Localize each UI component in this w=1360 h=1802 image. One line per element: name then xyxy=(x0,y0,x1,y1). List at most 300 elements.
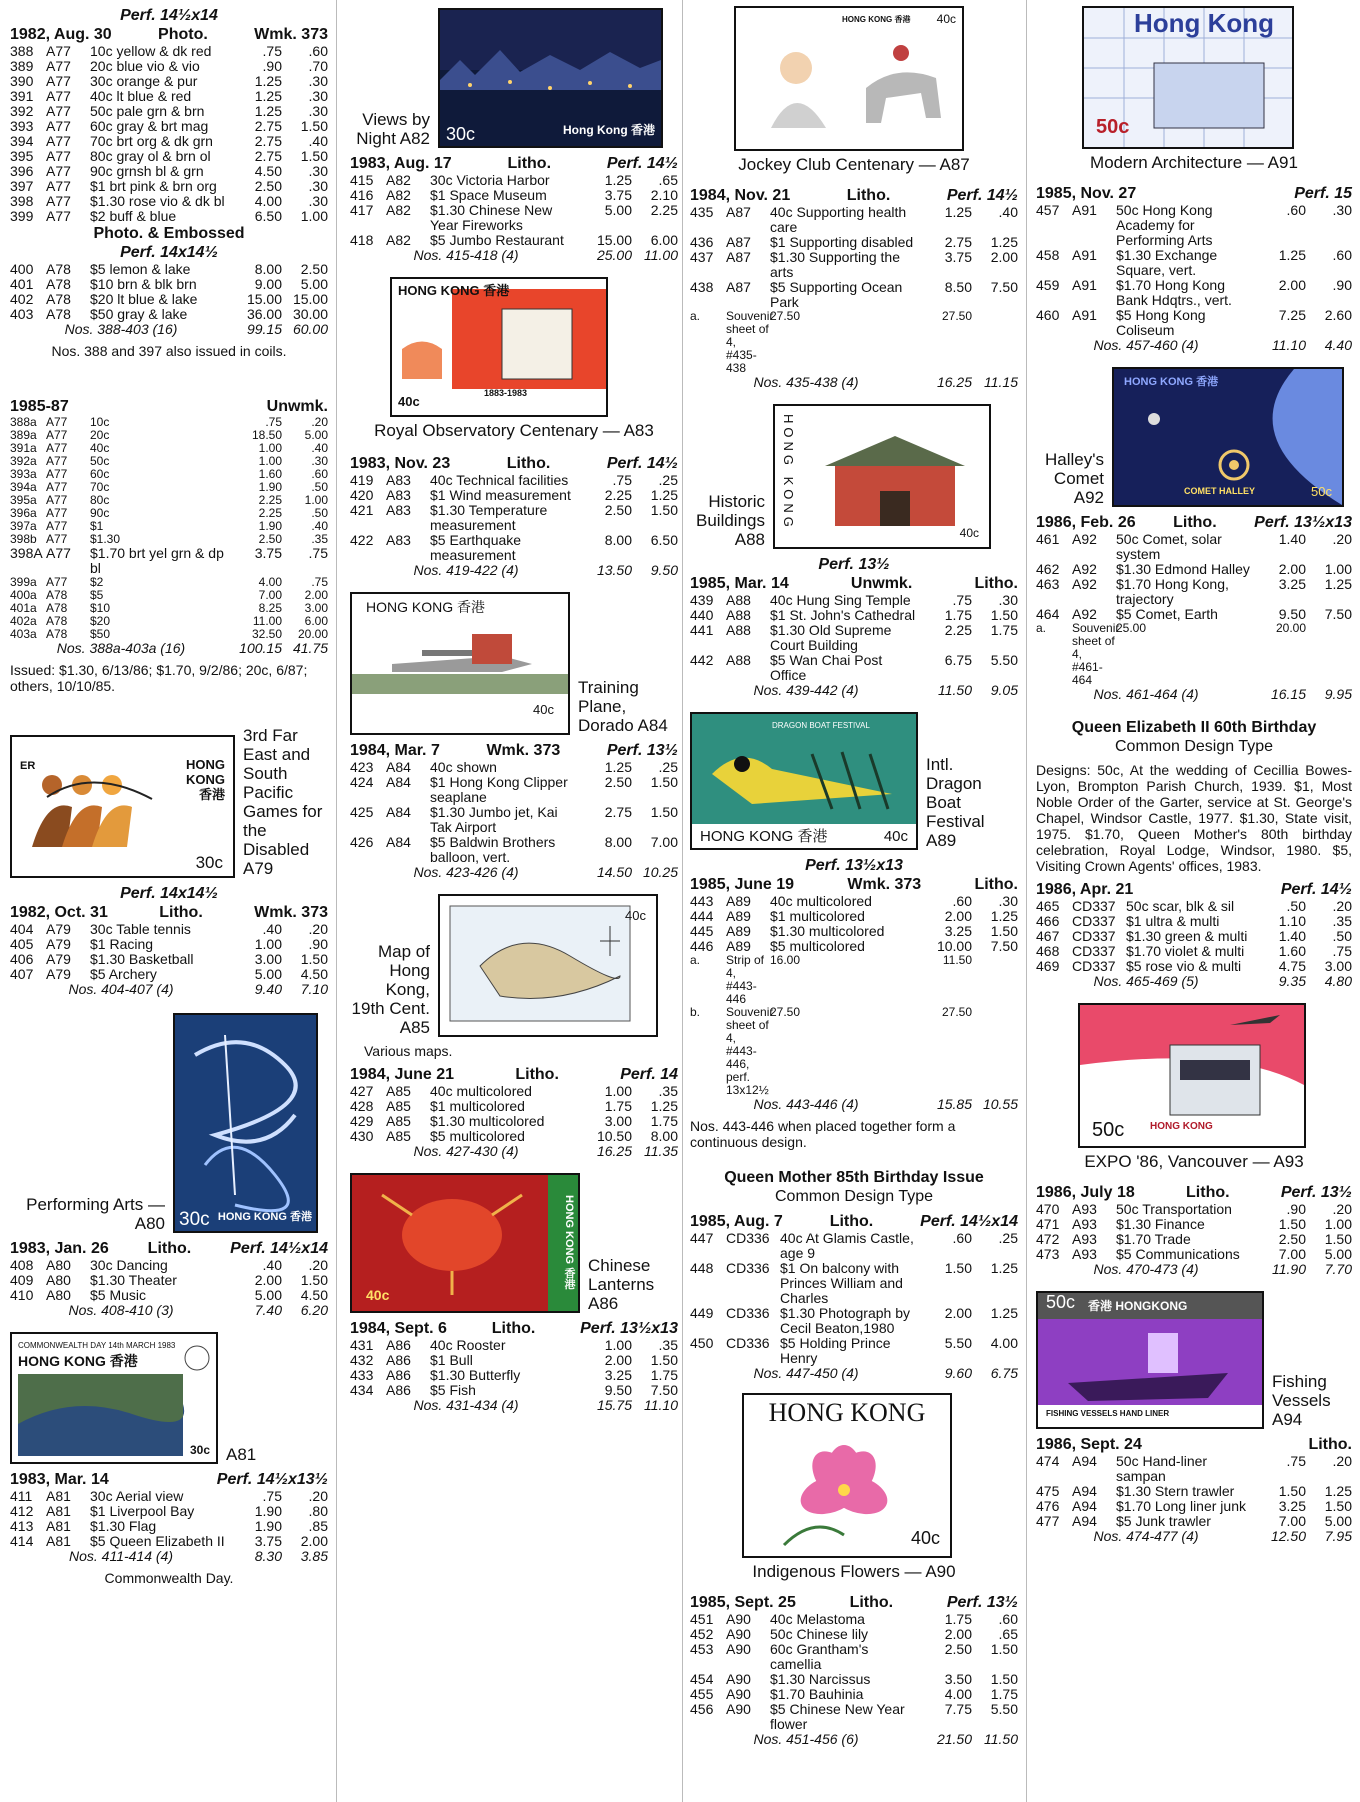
catalog-number: 397 xyxy=(10,178,34,194)
total-line xyxy=(10,322,328,337)
unused-value: 2.75 xyxy=(254,148,282,164)
stamp-list xyxy=(350,173,678,248)
description: $1.30 Jumbo jet, Kai Tak Airport xyxy=(430,804,558,835)
unused-value: 4.00 xyxy=(254,193,282,209)
column-divider xyxy=(336,0,337,1802)
issue-header: 1983, Jan. 26 Litho. Perf. 14½x14 xyxy=(10,1240,328,1257)
design-type: A79 xyxy=(46,951,71,967)
catalog-number: 407 xyxy=(10,966,34,982)
stamp-list xyxy=(1036,203,1352,338)
column-2 xyxy=(350,6,678,1802)
description: $1.70 Long liner junk xyxy=(1116,1498,1246,1514)
listing-row xyxy=(350,533,678,563)
listing-row xyxy=(1036,944,1352,959)
description: 20c xyxy=(90,428,110,442)
catalog-number: 460 xyxy=(1036,307,1060,323)
design-type: A87 xyxy=(726,279,751,295)
stamp-a80: 30c HONG KONG 香港 xyxy=(173,1013,318,1233)
catalog-number: 439 xyxy=(690,592,714,608)
used-value: .40 xyxy=(308,133,328,149)
catalog-number: 443 xyxy=(690,893,714,909)
description: $20 xyxy=(90,614,111,628)
unused-value: 2.00 xyxy=(1278,561,1306,577)
unused-value: 2.25 xyxy=(258,506,282,520)
unused-value: 3.75 xyxy=(604,187,632,203)
unused-value: .75 xyxy=(612,472,632,488)
unused-value: 3.50 xyxy=(944,1671,972,1687)
catalog-number: 404 xyxy=(10,921,34,937)
total-label: Nos. 447-450 (4) xyxy=(753,1365,859,1381)
stamp-a94: 50c 香港 HONGKONG FISHING VESSELS HAND LINER xyxy=(1036,1291,1264,1429)
unused-value: 3.75 xyxy=(254,545,282,561)
catalog-number: 455 xyxy=(690,1686,714,1702)
listing-row xyxy=(690,894,1018,909)
unused-value: 2.50 xyxy=(604,774,632,790)
catalog-number: 441 xyxy=(690,622,714,638)
design-type: A85 xyxy=(386,1113,411,1129)
catalog-number: 437 xyxy=(690,249,714,265)
catalog-number: 400a xyxy=(10,588,37,602)
design-type: A82 xyxy=(386,172,411,188)
section-subheading: Common Design Type xyxy=(775,1188,933,1205)
total-line xyxy=(690,1366,1018,1381)
used-value: .35 xyxy=(1332,913,1352,929)
catalog-number: 417 xyxy=(350,202,374,218)
total-line xyxy=(690,1097,1018,1112)
design-type: A77 xyxy=(46,163,71,179)
unused-value: 2.50 xyxy=(254,178,282,194)
catalog-number: 469 xyxy=(1036,958,1060,974)
listing-row xyxy=(10,952,328,967)
unused-value: 8.25 xyxy=(258,601,282,615)
used-value: .60 xyxy=(1332,247,1352,263)
design-type: A91 xyxy=(1072,247,1097,263)
unused-value: .60 xyxy=(952,893,972,909)
listing-row xyxy=(690,954,1018,1006)
listing-row xyxy=(350,1368,678,1383)
used-value: 1.50 xyxy=(650,502,678,518)
catalog-number: 471 xyxy=(1036,1216,1060,1232)
design-type: CD336 xyxy=(726,1305,770,1321)
used-value: 7.50 xyxy=(990,938,1018,954)
listing-row xyxy=(1036,959,1352,974)
design-type: A77 xyxy=(46,193,71,209)
figure-a84 xyxy=(350,592,678,735)
listing-row xyxy=(1036,278,1352,308)
design-type: A82 xyxy=(386,232,411,248)
used-value: .75 xyxy=(311,575,328,589)
figure-a82 xyxy=(350,8,678,148)
unused-value: 1.10 xyxy=(1278,913,1306,929)
used-value: .20 xyxy=(1332,531,1352,547)
design-type: A94 xyxy=(1072,1483,1097,1499)
catalog-number: 414 xyxy=(10,1533,34,1549)
total-line xyxy=(1036,338,1352,353)
design-type: A90 xyxy=(726,1701,751,1717)
catalog-number: 434 xyxy=(350,1382,374,1398)
description: $1.30 green & multi xyxy=(1126,928,1248,944)
unused-value: 3.25 xyxy=(1278,1498,1306,1514)
unused-value: 3.25 xyxy=(1278,576,1306,592)
description: 90c xyxy=(90,506,110,520)
used-value: 1.25 xyxy=(990,1260,1018,1276)
unused-value: 15.00 xyxy=(596,232,632,248)
used-value: .40 xyxy=(311,441,328,455)
unused-value: 1.00 xyxy=(604,1083,632,1099)
unused-value: .75 xyxy=(262,1488,282,1504)
used-value: 5.00 xyxy=(1324,1513,1352,1529)
design-type: A93 xyxy=(1072,1201,1097,1217)
listing-row xyxy=(10,179,328,194)
total-label: Nos. 435-438 (4) xyxy=(753,374,859,390)
listing-row xyxy=(350,1099,678,1114)
used-value: 30.00 xyxy=(292,306,328,322)
design-type: A89 xyxy=(726,908,751,924)
listing-row xyxy=(10,922,328,937)
description: 20c blue vio & vio xyxy=(90,58,200,74)
description: $1 Bull xyxy=(430,1352,473,1368)
stamp-a90: HONG KONG 40c xyxy=(742,1393,952,1558)
description: 70c xyxy=(90,480,110,494)
total-line xyxy=(10,1303,328,1318)
issue-header: 1983, Mar. 14 Perf. 14½x13½ xyxy=(10,1471,328,1488)
used-value: .60 xyxy=(311,467,328,481)
design-type: A91 xyxy=(1072,202,1097,218)
used-value: .20 xyxy=(308,921,328,937)
total-unused: 15.75 xyxy=(596,1397,632,1413)
total-used: 4.40 xyxy=(1324,337,1352,353)
listing-row xyxy=(1036,1217,1352,1232)
used-value: 2.00 xyxy=(990,249,1018,265)
listing-row xyxy=(690,653,1018,683)
listing-row xyxy=(350,173,678,188)
description: $5 Wan Chai Post Office xyxy=(770,652,883,683)
total-used: 9.50 xyxy=(650,562,678,578)
unused-value: 2.25 xyxy=(944,622,972,638)
listing-row xyxy=(1036,1247,1352,1262)
catalog-number: 438 xyxy=(690,279,714,295)
design-type: A78 xyxy=(46,627,68,641)
total-unused: 100.15 xyxy=(239,640,282,656)
nurse-horse-image xyxy=(736,8,962,149)
total-unused: 8.30 xyxy=(254,1548,282,1564)
stamp-a87: 40c HONG KONG 香港 xyxy=(734,6,964,151)
listing-row xyxy=(10,292,328,307)
figure-a92 xyxy=(1036,367,1352,507)
issue-header: 1986, Sept. 24 Litho. xyxy=(1036,1436,1352,1453)
sub-item xyxy=(690,1006,1018,1097)
description: $5 Holding Prince Henry xyxy=(780,1335,891,1366)
unused-value: 2.25 xyxy=(258,493,282,507)
catalog-number: 393 xyxy=(10,118,34,134)
used-value: 1.00 xyxy=(1324,561,1352,577)
used-value: 6.00 xyxy=(304,614,328,628)
description: $5 Junk trawler xyxy=(1116,1513,1211,1529)
description: $2 buff & blue xyxy=(90,208,177,224)
description: $1.30 Basketball xyxy=(90,951,194,967)
listing-row xyxy=(10,149,328,164)
total-used: 11.10 xyxy=(644,1397,678,1413)
unused-value: 1.75 xyxy=(944,1611,972,1627)
used-value: 1.00 xyxy=(1324,1216,1352,1232)
design-type: CD336 xyxy=(726,1260,770,1276)
unused-value: 7.25 xyxy=(1278,307,1306,323)
used-value: 4.00 xyxy=(990,1335,1018,1351)
total-unused: 13.50 xyxy=(596,562,632,578)
figure-caption: Training Plane, Dorado A84 xyxy=(578,678,668,735)
used-value: 1.50 xyxy=(300,1272,328,1288)
unused-value: 5.50 xyxy=(944,1335,972,1351)
description: $1.30 rose vio & dk bl xyxy=(90,193,225,209)
stamp-list xyxy=(690,205,1018,310)
unused-value: 2.75 xyxy=(254,133,282,149)
total-label: Nos. 451-456 (6) xyxy=(753,1731,859,1747)
catalog-number: 472 xyxy=(1036,1231,1060,1247)
total-line xyxy=(10,1549,328,1564)
total-unused: 12.50 xyxy=(1270,1528,1306,1544)
issue-header: 1982, Oct. 31 Litho. Wmk. 373 xyxy=(10,904,328,921)
total-unused: 16.25 xyxy=(596,1143,632,1159)
total-label: Nos. 427-430 (4) xyxy=(413,1143,519,1159)
issue-header: 1983, Nov. 23 Litho. Perf. 14½ xyxy=(350,455,678,472)
design-type: A84 xyxy=(386,774,411,790)
description: $1.30 multicolored xyxy=(430,1113,545,1129)
listing-row xyxy=(690,1642,1018,1672)
design-type: A85 xyxy=(386,1098,411,1114)
catalog-number: 413 xyxy=(10,1518,34,1534)
used-value: 1.25 xyxy=(990,908,1018,924)
stamp-list xyxy=(690,894,1018,954)
listing-row xyxy=(350,203,678,233)
catalog-number: 402 xyxy=(10,291,34,307)
listing-row xyxy=(690,1612,1018,1627)
figure-caption: 3rd Far East and South Pacific Games for the Disabled A79 xyxy=(243,726,323,878)
unused-value: 1.25 xyxy=(254,73,282,89)
used-value: .70 xyxy=(308,58,328,74)
catalog-number: 403 xyxy=(10,306,34,322)
stamp-list xyxy=(1036,1454,1352,1529)
figure-caption: Performing Arts — A80 xyxy=(26,1195,165,1233)
used-value: 20.00 xyxy=(297,627,328,641)
design-type: A77 xyxy=(46,441,68,455)
design-type: A92 xyxy=(1072,531,1097,547)
unused-value: 1.60 xyxy=(1278,943,1306,959)
listing-row xyxy=(10,164,328,179)
unused-value: 2.00 xyxy=(254,1272,282,1288)
unused-value: 1.25 xyxy=(1278,247,1306,263)
unused-value: 9.50 xyxy=(1278,606,1306,622)
design-type: A85 xyxy=(386,1083,411,1099)
total-label: Nos. 411-414 (4) xyxy=(68,1548,173,1564)
catalog-number: 450 xyxy=(690,1335,714,1351)
design-type: A77 xyxy=(46,58,71,74)
perf-heading: Perf. 14x14½ xyxy=(120,244,218,261)
total-unused: 11.50 xyxy=(938,682,972,698)
description: 60c Grantham's camellia xyxy=(770,1641,869,1672)
listing-row xyxy=(690,1231,1018,1261)
catalog-number: 409 xyxy=(10,1272,34,1288)
catalog-number: 415 xyxy=(350,172,374,188)
catalog-number: 457 xyxy=(1036,202,1060,218)
unused-value: 1.40 xyxy=(1278,531,1306,547)
used-value: 1.25 xyxy=(1324,1483,1352,1499)
description: 30c orange & pur xyxy=(90,73,198,89)
used-value: .40 xyxy=(311,519,328,533)
unused-value: .90 xyxy=(1286,1201,1306,1217)
design-type: A78 xyxy=(46,614,68,628)
catalog-number: 468 xyxy=(1036,943,1060,959)
design-type: A77 xyxy=(46,73,71,89)
description: 80c xyxy=(90,493,110,507)
description: $50 xyxy=(90,627,111,641)
catalog-number: 402a xyxy=(10,614,37,628)
stamp-list xyxy=(350,1338,678,1398)
listing-row xyxy=(690,1672,1018,1687)
design-type: A94 xyxy=(1072,1513,1097,1529)
design-type: Souvenir sheet of 4, #461-464 xyxy=(1072,621,1120,687)
catalog-number: 476 xyxy=(1036,1498,1060,1514)
catalog-number: 398A xyxy=(10,545,43,561)
used-value: 2.25 xyxy=(650,202,678,218)
stamp-list xyxy=(10,576,328,641)
listing-row xyxy=(10,194,328,209)
stamp-a85: 40c xyxy=(438,894,658,1037)
design-type: A77 xyxy=(46,480,68,494)
used-value: .20 xyxy=(308,1488,328,1504)
description: $1.70 Trade xyxy=(1116,1231,1191,1247)
unused-value: 2.50 xyxy=(258,532,282,546)
issue-header: 1985, Aug. 7 Litho. Perf. 14½x14 xyxy=(690,1213,1018,1230)
design-type: A87 xyxy=(726,249,751,265)
unused-value: 7.00 xyxy=(1278,1246,1306,1262)
catalog-number: 433 xyxy=(350,1367,374,1383)
description: $5 Fish xyxy=(430,1382,476,1398)
used-value: 2.00 xyxy=(304,588,328,602)
stamp-list xyxy=(1036,532,1352,622)
design-type: A79 xyxy=(46,966,71,982)
total-unused: 99.15 xyxy=(246,321,282,337)
description: $5 Archery xyxy=(90,966,157,982)
listing-row xyxy=(1036,562,1352,577)
description: $1 Racing xyxy=(90,936,154,952)
used-value: .30 xyxy=(308,88,328,104)
unused-value: 4.50 xyxy=(254,163,282,179)
listing-row xyxy=(10,59,328,74)
listing-row xyxy=(350,488,678,503)
used-value: 15.00 xyxy=(292,291,328,307)
total-unused: 9.40 xyxy=(254,981,282,997)
stamp-list xyxy=(1036,899,1352,974)
design-type: Souvenir sheet of 4, #443-446, perf. 13x12½ xyxy=(726,1005,774,1097)
catalog-number: a. xyxy=(690,953,701,967)
used-value: .30 xyxy=(311,454,328,468)
total-label: Nos. 388a-403a (16) xyxy=(56,640,186,656)
unused-value: 7.00 xyxy=(258,588,282,602)
description: $1 xyxy=(90,519,104,533)
listing-row xyxy=(1036,1499,1352,1514)
total-unused: 11.90 xyxy=(1272,1261,1306,1277)
catalog-number: 430 xyxy=(350,1128,374,1144)
listing-row xyxy=(690,250,1018,280)
catalog-number: 475 xyxy=(1036,1483,1060,1499)
listing-row xyxy=(1036,929,1352,944)
used-value: 1.25 xyxy=(650,1098,678,1114)
catalog-number: 392a xyxy=(10,454,37,468)
catalog-number: 462 xyxy=(1036,561,1060,577)
used-value: .50 xyxy=(311,480,328,494)
issue-header: 1985, June 19 Wmk. 373 Litho. xyxy=(690,876,1018,893)
listing-row xyxy=(1036,1454,1352,1484)
unused-value: 10.50 xyxy=(596,1128,632,1144)
total-line xyxy=(350,248,678,263)
description: 50c Hong Kong Academy for Performing Arts xyxy=(1116,202,1213,248)
used-value: 1.25 xyxy=(990,234,1018,250)
design-type: A93 xyxy=(1072,1246,1097,1262)
design-type: A90 xyxy=(726,1626,751,1642)
listing-row xyxy=(10,277,328,292)
catalog-number: a. xyxy=(690,309,701,323)
stamp-list xyxy=(10,262,328,322)
design-type: A78 xyxy=(46,588,68,602)
listing-row xyxy=(10,1288,328,1303)
design-type: A86 xyxy=(386,1367,411,1383)
unused-value: 1.90 xyxy=(254,1518,282,1534)
unused-value: 1.25 xyxy=(254,103,282,119)
used-value: 1.75 xyxy=(650,1113,678,1129)
design-type: A80 xyxy=(46,1257,71,1273)
listing-row xyxy=(350,805,678,835)
total-used: 11.50 xyxy=(984,1731,1018,1747)
catalog-number: 470 xyxy=(1036,1201,1060,1217)
used-value: .90 xyxy=(308,936,328,952)
design-type: A92 xyxy=(1072,606,1097,622)
catalog-number: 388 xyxy=(10,43,34,59)
total-line xyxy=(690,1732,1018,1747)
used-value: .35 xyxy=(311,532,328,546)
total-unused: 25.00 xyxy=(596,247,632,263)
description: 27.50 xyxy=(770,309,801,323)
design-type: A77 xyxy=(46,133,71,149)
stamp-a86: 40c HONG KONG 香港 xyxy=(350,1173,580,1313)
used-value: .30 xyxy=(308,103,328,119)
listing-row xyxy=(690,310,1018,375)
figure-caption: Historic Buildings A88 xyxy=(696,492,765,549)
catalog-number: 394a xyxy=(10,480,37,494)
description: $1.70 Hong Kong Bank Hdqtrs., vert. xyxy=(1116,277,1232,308)
listing-row xyxy=(1036,203,1352,248)
used-value: 2.60 xyxy=(1324,307,1352,323)
unused-value: 3.25 xyxy=(604,1367,632,1383)
description: $1.30 Temperature measurement xyxy=(430,502,548,533)
listing-row xyxy=(690,924,1018,939)
description: $1.30 Supporting the arts xyxy=(770,249,900,280)
design-type: A81 xyxy=(46,1533,71,1549)
catalog-number: 403a xyxy=(10,627,37,641)
listing-row xyxy=(10,967,328,982)
perf-heading: Perf. 14½x14 xyxy=(120,7,218,24)
description: $2 xyxy=(90,575,104,589)
used-value: .75 xyxy=(1332,943,1352,959)
unused-value: 7.00 xyxy=(1278,1513,1306,1529)
design-type: A77 xyxy=(46,415,68,429)
listing-row xyxy=(690,235,1018,250)
catalog-number: 452 xyxy=(690,1626,714,1642)
design-type: A77 xyxy=(46,43,71,59)
temple-image xyxy=(775,406,989,547)
catalog-number: 419 xyxy=(350,472,374,488)
description: 50c Comet, solar system xyxy=(1116,531,1222,562)
note: Commonwealth Day. xyxy=(104,1570,234,1586)
